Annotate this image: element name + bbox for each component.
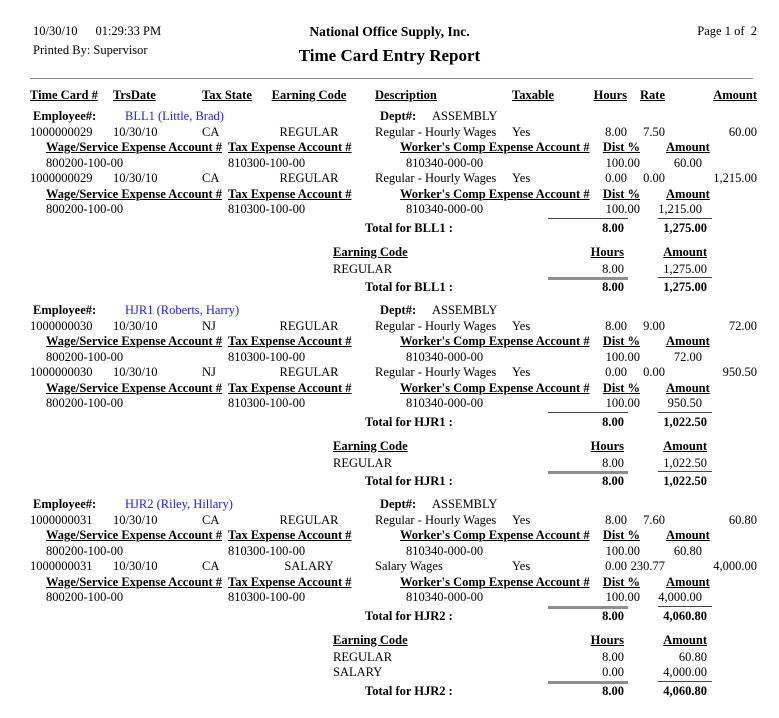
tax-account-value: 810300-100-00: [228, 396, 306, 410]
rate: 7.60: [643, 512, 665, 527]
timecard-row: [0, 513, 779, 529]
printed-by-label: Printed By:: [33, 43, 91, 57]
final-total-label: Total for HJR1 :: [365, 474, 453, 488]
column-header-hours: Hours: [593, 88, 627, 102]
dist-amount-value: 1,215.00: [658, 202, 702, 216]
comp-account-value: 810340-000-00: [406, 396, 484, 410]
total-label: Total for BLL1 :: [365, 220, 453, 235]
summary-earning-code: REGULAR: [333, 455, 393, 470]
final-amount-rule: [658, 681, 712, 682]
dist-amount-header: Amount: [666, 574, 710, 589]
earning-summary-row: [0, 456, 779, 472]
comp-account-header: Worker's Comp Expense Account #: [400, 574, 590, 589]
taxable: Yes: [512, 559, 531, 573]
tax-state: CA: [202, 124, 220, 139]
description: Regular - Hourly Wages: [375, 124, 497, 139]
total-amount-rule: [658, 412, 712, 413]
detail-rows: [0, 513, 779, 606]
total-hours: 8.00: [602, 220, 624, 235]
column-header-timecard: Time Card #: [30, 88, 98, 102]
total-amount-rule: [658, 606, 712, 607]
employee-block: [0, 109, 779, 296]
dist-pct-value: 100.00: [605, 396, 640, 410]
employee-name: HJR2 (Riley, Hillary): [125, 497, 233, 511]
amount: 72.00: [728, 318, 757, 333]
account-header-row: [0, 528, 779, 544]
description: Regular - Hourly Wages: [375, 171, 497, 185]
wage-account-header: Wage/Service Expense Account #: [46, 574, 223, 589]
dist-amount-value: 60.00: [673, 155, 702, 170]
trs-date: 10/30/10: [113, 171, 158, 185]
earning-summary-header-row: [0, 439, 779, 456]
report-title-block: [0, 24, 779, 66]
summary-header-hours: Hours: [590, 632, 624, 647]
summary-amount: 1,022.50: [663, 455, 707, 470]
dist-pct-value: 100.00: [605, 349, 640, 364]
account-value-row: [0, 350, 779, 366]
dist-amount-value: 72.00: [673, 349, 702, 364]
employee-label: Employee#:: [33, 109, 97, 123]
dist-pct-header: Dist %: [602, 334, 640, 348]
final-total-amount: 4,060.80: [663, 683, 707, 698]
summary-header-earncode: Earning Code: [333, 632, 408, 647]
final-total-hours: 8.00: [602, 474, 624, 488]
total-amount-rule: [658, 218, 712, 219]
tax-account-header: Tax Expense Account #: [228, 186, 352, 201]
employee-final-total-row: [0, 681, 779, 700]
tax-state: NJ: [202, 365, 216, 379]
account-header-row: [0, 187, 779, 203]
total-amount: 1,275.00: [663, 220, 707, 235]
summary-hours: 8.00: [602, 455, 624, 470]
wage-account-header: Wage/Service Expense Account #: [46, 528, 223, 542]
tax-account-header: Tax Expense Account #: [228, 528, 352, 542]
total-label: Total for HJR1 :: [365, 414, 453, 429]
column-header-trsdate: TrsDate: [113, 88, 156, 102]
earning-code: SALARY: [284, 559, 334, 573]
employee-final-total-row: [0, 471, 779, 490]
tax-account-header: Tax Expense Account #: [228, 574, 352, 589]
report-header: [0, 0, 779, 64]
taxable: Yes: [512, 512, 531, 527]
final-total-amount: 1,022.50: [663, 474, 707, 488]
earning-summary-row: [0, 650, 779, 666]
account-value-row: [0, 202, 779, 218]
summary-header-amount: Amount: [663, 438, 707, 453]
dist-amount-header: Amount: [666, 380, 710, 395]
dist-pct-header: Dist %: [602, 140, 640, 154]
taxable: Yes: [512, 124, 531, 139]
timecard-row: [0, 365, 779, 381]
header-divider: [30, 78, 753, 79]
comp-account-value: 810340-000-00: [406, 202, 484, 216]
dept-value: ASSEMBLY: [432, 109, 498, 123]
comp-account-value: 810340-000-00: [406, 590, 484, 604]
account-value-row: [0, 156, 779, 172]
column-header-taxable: Taxable: [512, 88, 554, 102]
dist-amount-value: 950.50: [667, 396, 702, 410]
employee-name: HJR1 (Roberts, Harry): [125, 303, 240, 317]
description: Regular - Hourly Wages: [375, 365, 497, 379]
dist-pct-header: Dist %: [602, 574, 640, 589]
description: Regular - Hourly Wages: [375, 512, 497, 527]
earning-summary-row: [0, 665, 779, 681]
dist-amount-header: Amount: [666, 140, 710, 154]
comp-account-header: Worker's Comp Expense Account #: [400, 186, 590, 201]
total-hours-rule: [548, 218, 628, 219]
final-amount-rule: [658, 471, 712, 472]
tax-account-value: 810300-100-00: [228, 543, 306, 558]
taxable: Yes: [512, 365, 531, 379]
timecard-number: 1000000031: [30, 559, 93, 573]
timecard-number: 1000000029: [30, 124, 93, 139]
account-value-row: [0, 590, 779, 606]
dept-label: Dept#:: [380, 303, 417, 317]
employee-label: Employee#:: [33, 303, 97, 317]
final-total-hours: 8.00: [602, 683, 624, 698]
column-header-rate: Rate: [640, 88, 665, 102]
tax-state: CA: [202, 512, 220, 527]
dist-pct-header: Dist %: [602, 380, 640, 395]
dist-pct-value: 100.00: [605, 155, 640, 170]
hours: 0.00: [605, 171, 627, 185]
description: Salary Wages: [375, 559, 443, 573]
employee-header-row: [0, 109, 779, 125]
summary-header-earncode: Earning Code: [333, 438, 408, 453]
account-header-row: [0, 140, 779, 156]
wage-account-header: Wage/Service Expense Account #: [46, 380, 223, 395]
earning-code: REGULAR: [279, 171, 339, 185]
tax-account-value: 810300-100-00: [228, 155, 306, 170]
dist-pct-value: 100.00: [605, 202, 640, 216]
hours: 0.00: [605, 559, 627, 573]
earning-summary-rows: [0, 650, 779, 681]
taxable: Yes: [512, 171, 531, 185]
account-header-row: [0, 381, 779, 397]
amount: 60.80: [728, 512, 757, 527]
summary-hours: 8.00: [602, 649, 624, 664]
detail-rows: [0, 319, 779, 412]
summary-hours: 8.00: [602, 261, 624, 276]
wage-account-header: Wage/Service Expense Account #: [46, 140, 223, 154]
account-value-row: [0, 396, 779, 412]
dist-amount-value: 60.80: [673, 543, 702, 558]
amount: 60.00: [728, 124, 757, 139]
taxable: Yes: [512, 318, 531, 333]
dept-value: ASSEMBLY: [432, 497, 498, 511]
column-header-taxstate: Tax State: [202, 88, 252, 102]
total-hours: 8.00: [602, 608, 624, 623]
employee-total-row: [0, 606, 779, 625]
earning-code: REGULAR: [279, 512, 339, 527]
column-header-amount: Amount: [713, 88, 757, 102]
trs-date: 10/30/10: [113, 318, 158, 333]
employee-header-row: [0, 497, 779, 513]
employee-block: [0, 497, 779, 700]
rate: 9.00: [643, 318, 665, 333]
trs-date: 10/30/10: [113, 124, 158, 139]
wage-account-value: 800200-100-00: [46, 202, 124, 216]
summary-amount: 1,275.00: [663, 261, 707, 276]
print-time: 01:29:33 PM: [95, 24, 162, 38]
total-amount: 4,060.80: [663, 608, 707, 623]
earning-summary-rows: [0, 262, 779, 278]
dept-label: Dept#:: [380, 497, 417, 511]
employee-total-row: [0, 218, 779, 237]
wage-account-value: 800200-100-00: [46, 349, 124, 364]
description: Regular - Hourly Wages: [375, 318, 497, 333]
summary-earning-code: SALARY: [333, 665, 383, 679]
dist-amount-header: Amount: [666, 334, 710, 348]
tax-account-value: 810300-100-00: [228, 202, 306, 216]
dist-pct-value: 100.00: [605, 590, 640, 604]
earning-code: REGULAR: [279, 124, 339, 139]
final-total-label: Total for BLL1 :: [365, 280, 453, 294]
rate: 0.00: [643, 365, 665, 379]
earning-code: REGULAR: [279, 318, 339, 333]
trs-date: 10/30/10: [113, 512, 158, 527]
total-hours-rule: [548, 412, 628, 413]
dist-amount-header: Amount: [666, 528, 710, 542]
employee-final-total-row: [0, 277, 779, 296]
timecard-number: 1000000030: [30, 365, 93, 379]
timecard-number: 1000000031: [30, 512, 93, 527]
earning-summary-row: [0, 262, 779, 278]
page-indicator: Page 1 of 2: [697, 24, 757, 38]
tax-state: NJ: [202, 318, 216, 333]
dist-amount-value: 4,000.00: [658, 590, 702, 604]
dept-label: Dept#:: [380, 109, 417, 123]
hours: 0.00: [605, 365, 627, 379]
detail-rows: [0, 125, 779, 218]
tax-state: CA: [202, 171, 220, 185]
timecard-row: [0, 319, 779, 335]
summary-header-hours: Hours: [590, 438, 624, 453]
column-header-description: Description: [375, 88, 437, 102]
wage-account-header: Wage/Service Expense Account #: [46, 334, 223, 348]
final-total-label: Total for HJR2 :: [365, 683, 453, 698]
column-header-row: [0, 88, 779, 105]
tax-account-header: Tax Expense Account #: [228, 334, 352, 348]
account-header-row: [0, 334, 779, 350]
timecard-number: 1000000030: [30, 318, 93, 333]
summary-hours: 0.00: [602, 665, 624, 679]
employee-total-row: [0, 412, 779, 431]
employee-block: [0, 303, 779, 490]
summary-header-amount: Amount: [663, 632, 707, 647]
comp-account-value: 810340-000-00: [406, 349, 484, 364]
amount: 950.50: [722, 365, 757, 379]
trs-date: 10/30/10: [113, 365, 158, 379]
wage-account-value: 800200-100-00: [46, 543, 124, 558]
wage-account-value: 800200-100-00: [46, 155, 124, 170]
employee-header-row: [0, 303, 779, 319]
rate: 230.77: [630, 559, 665, 573]
dist-pct-header: Dist %: [602, 186, 640, 201]
timecard-row: [0, 125, 779, 141]
report-body: [0, 109, 779, 700]
comp-account-header: Worker's Comp Expense Account #: [400, 380, 590, 395]
wage-account-value: 800200-100-00: [46, 590, 124, 604]
company-name: National Office Supply, Inc.: [309, 24, 470, 39]
comp-account-value: 810340-000-00: [406, 155, 484, 170]
hours: 8.00: [605, 124, 627, 139]
final-total-amount: 1,275.00: [663, 280, 707, 294]
account-value-row: [0, 544, 779, 560]
total-amount: 1,022.50: [663, 414, 707, 429]
comp-account-header: Worker's Comp Expense Account #: [400, 528, 590, 542]
trs-date: 10/30/10: [113, 559, 158, 573]
employee-name: BLL1 (Little, Brad): [125, 109, 224, 123]
tax-account-value: 810300-100-00: [228, 349, 306, 364]
timecard-row: [0, 171, 779, 187]
total-hours: 8.00: [602, 414, 624, 429]
summary-earning-code: REGULAR: [333, 649, 393, 664]
rate: 7.50: [643, 124, 665, 139]
earning-summary-header-row: [0, 633, 779, 650]
summary-header-hours: Hours: [590, 244, 624, 259]
dist-pct-header: Dist %: [602, 528, 640, 542]
hours: 8.00: [605, 318, 627, 333]
earning-summary-header-row: [0, 245, 779, 262]
tax-account-value: 810300-100-00: [228, 590, 306, 604]
tax-state: CA: [202, 559, 220, 573]
comp-account-header: Worker's Comp Expense Account #: [400, 140, 590, 154]
rate: 0.00: [643, 171, 665, 185]
wage-account-header: Wage/Service Expense Account #: [46, 186, 223, 201]
amount: 4,000.00: [713, 559, 757, 573]
final-total-hours: 8.00: [602, 280, 624, 294]
summary-amount: 60.80: [678, 649, 707, 664]
wage-account-value: 800200-100-00: [46, 396, 124, 410]
employee-label: Employee#:: [33, 497, 97, 511]
final-amount-rule: [658, 277, 712, 278]
earning-summary-rows: [0, 456, 779, 472]
column-header-earncode: Earning Code: [271, 88, 347, 102]
total-label: Total for HJR2 :: [365, 608, 453, 623]
comp-account-value: 810340-000-00: [406, 543, 484, 558]
hours: 8.00: [605, 512, 627, 527]
account-header-row: [0, 575, 779, 591]
earning-code: REGULAR: [279, 365, 339, 379]
page-title: Time Card Entry Report: [298, 46, 481, 65]
tax-account-header: Tax Expense Account #: [228, 380, 352, 395]
comp-account-header: Worker's Comp Expense Account #: [400, 334, 590, 348]
summary-header-earncode: Earning Code: [333, 244, 408, 259]
dist-pct-value: 100.00: [605, 543, 640, 558]
dist-amount-header: Amount: [666, 186, 710, 201]
tax-account-header: Tax Expense Account #: [228, 140, 352, 154]
timecard-row: [0, 559, 779, 575]
summary-header-amount: Amount: [663, 244, 707, 259]
amount: 1,215.00: [713, 171, 757, 185]
print-date: 10/30/10: [33, 24, 78, 38]
dept-value: ASSEMBLY: [432, 303, 498, 317]
timecard-number: 1000000029: [30, 171, 93, 185]
summary-amount: 4,000.00: [663, 665, 707, 679]
summary-earning-code: REGULAR: [333, 261, 393, 276]
printed-by-value: Supervisor: [93, 43, 148, 57]
